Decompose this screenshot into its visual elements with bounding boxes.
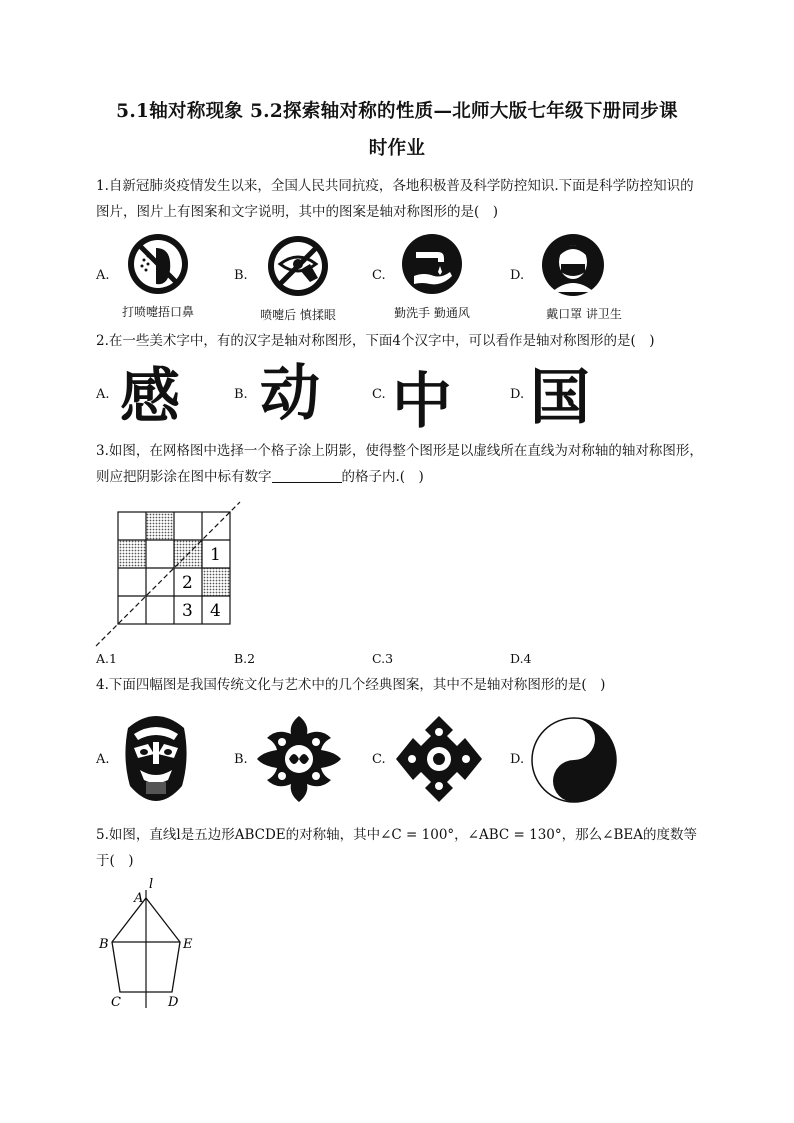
q2-option-c-label: C.	[372, 387, 386, 402]
question-5-text: 5.如图，直线l是五边形ABCDE的对称轴，其中∠C = 100°，∠ABC = 130°，那么∠BEA的度数等于( )	[96, 827, 697, 869]
q5-label-a: A	[134, 891, 144, 906]
yin-yang-icon	[530, 716, 618, 804]
wear-mask-icon	[540, 232, 606, 298]
q3-answer-blank	[272, 468, 342, 483]
q3-option-a: A.1	[96, 651, 117, 666]
q1-option-b-label: B.	[234, 268, 248, 283]
q5-label-e: E	[183, 937, 193, 952]
q5-label-l: l	[149, 877, 154, 892]
q3-grid-number-3: 3	[182, 601, 193, 621]
q3-grid-number-4: 4	[210, 601, 221, 621]
q5-label-b: B	[99, 937, 109, 952]
hand-washing-icon	[400, 232, 464, 296]
ornament-c-image	[392, 712, 486, 806]
page-title-line1: 5.1轴对称现象 5.2探索轴对称的性质—北师大版七年级下册同步课	[116, 101, 678, 122]
question-2-text: 2.在一些美术字中，有的汉字是轴对称图形，下面4个汉字中，可以看作是轴对称图形的是( )	[96, 333, 655, 349]
question-4-text: 4.下面四幅图是我国传统文化与艺术中的几个经典图案，其中不是轴对称图形的是( )	[96, 677, 606, 693]
q1-option-a-label: A.	[96, 268, 110, 283]
q2-char-d: 国	[530, 363, 590, 433]
q1-option-d-label: D.	[510, 268, 525, 283]
q3-grid-figure	[92, 498, 242, 648]
q3-text-after: 的格子内.( )	[341, 469, 424, 485]
q2-option-d-label: D.	[510, 387, 525, 402]
question-1-text: 1.自新冠肺炎疫情发生以来，全国人民共同抗疫，各地积极普及科学防控知识.下面是科学防控知识的图片，图片上有图案和文字说明，其中的图案是轴对称图形的是( )	[96, 178, 694, 220]
q2-char-b: 动	[260, 359, 320, 429]
q4-option-c-label: C.	[372, 752, 386, 767]
no-eye-rubbing-icon	[266, 234, 330, 298]
q1-option-c-caption: 勤洗手 勤通风	[394, 306, 470, 320]
q2-char-a: 感	[120, 362, 180, 432]
q2-option-a-label: A.	[96, 387, 110, 402]
ornament-b-image	[252, 712, 346, 806]
q3-option-c: C.3	[372, 651, 394, 666]
q1-option-a-caption: 打喷嚏捂口鼻	[121, 305, 194, 319]
q4-option-a-label: A.	[96, 752, 110, 767]
q3-option-d: D.4	[510, 651, 532, 666]
opera-mask-image	[120, 708, 192, 808]
q2-option-b-label: B.	[234, 387, 248, 402]
no-sneeze-icon	[126, 232, 190, 296]
q2-char-c: 中	[392, 367, 452, 437]
q4-option-b-label: B.	[234, 752, 248, 767]
q3-grid-number-2: 2	[182, 573, 193, 593]
q4-option-d-label: D.	[510, 752, 525, 767]
q5-label-c: C	[111, 995, 121, 1010]
q5-pentagon-figure	[96, 876, 206, 1012]
q1-option-d-caption: 戴口罩 讲卫生	[546, 307, 622, 321]
q3-grid-number-1: 1	[210, 545, 221, 565]
question-3-text	[96, 438, 706, 490]
q1-option-c-label: C.	[372, 268, 386, 283]
q3-text-before: 3.如图，在网格图中选择一个格子涂上阴影，使得整个图形是以虚线所在直线为对称轴的轴对称图形，则应把阴影涂在图中标有数字	[96, 443, 703, 485]
q3-option-b: B.2	[234, 651, 256, 666]
q1-option-b-caption: 喷嚏后 慎揉眼	[260, 308, 336, 322]
page-title-line2: 时作业	[368, 138, 426, 159]
q5-label-d: D	[168, 995, 179, 1010]
